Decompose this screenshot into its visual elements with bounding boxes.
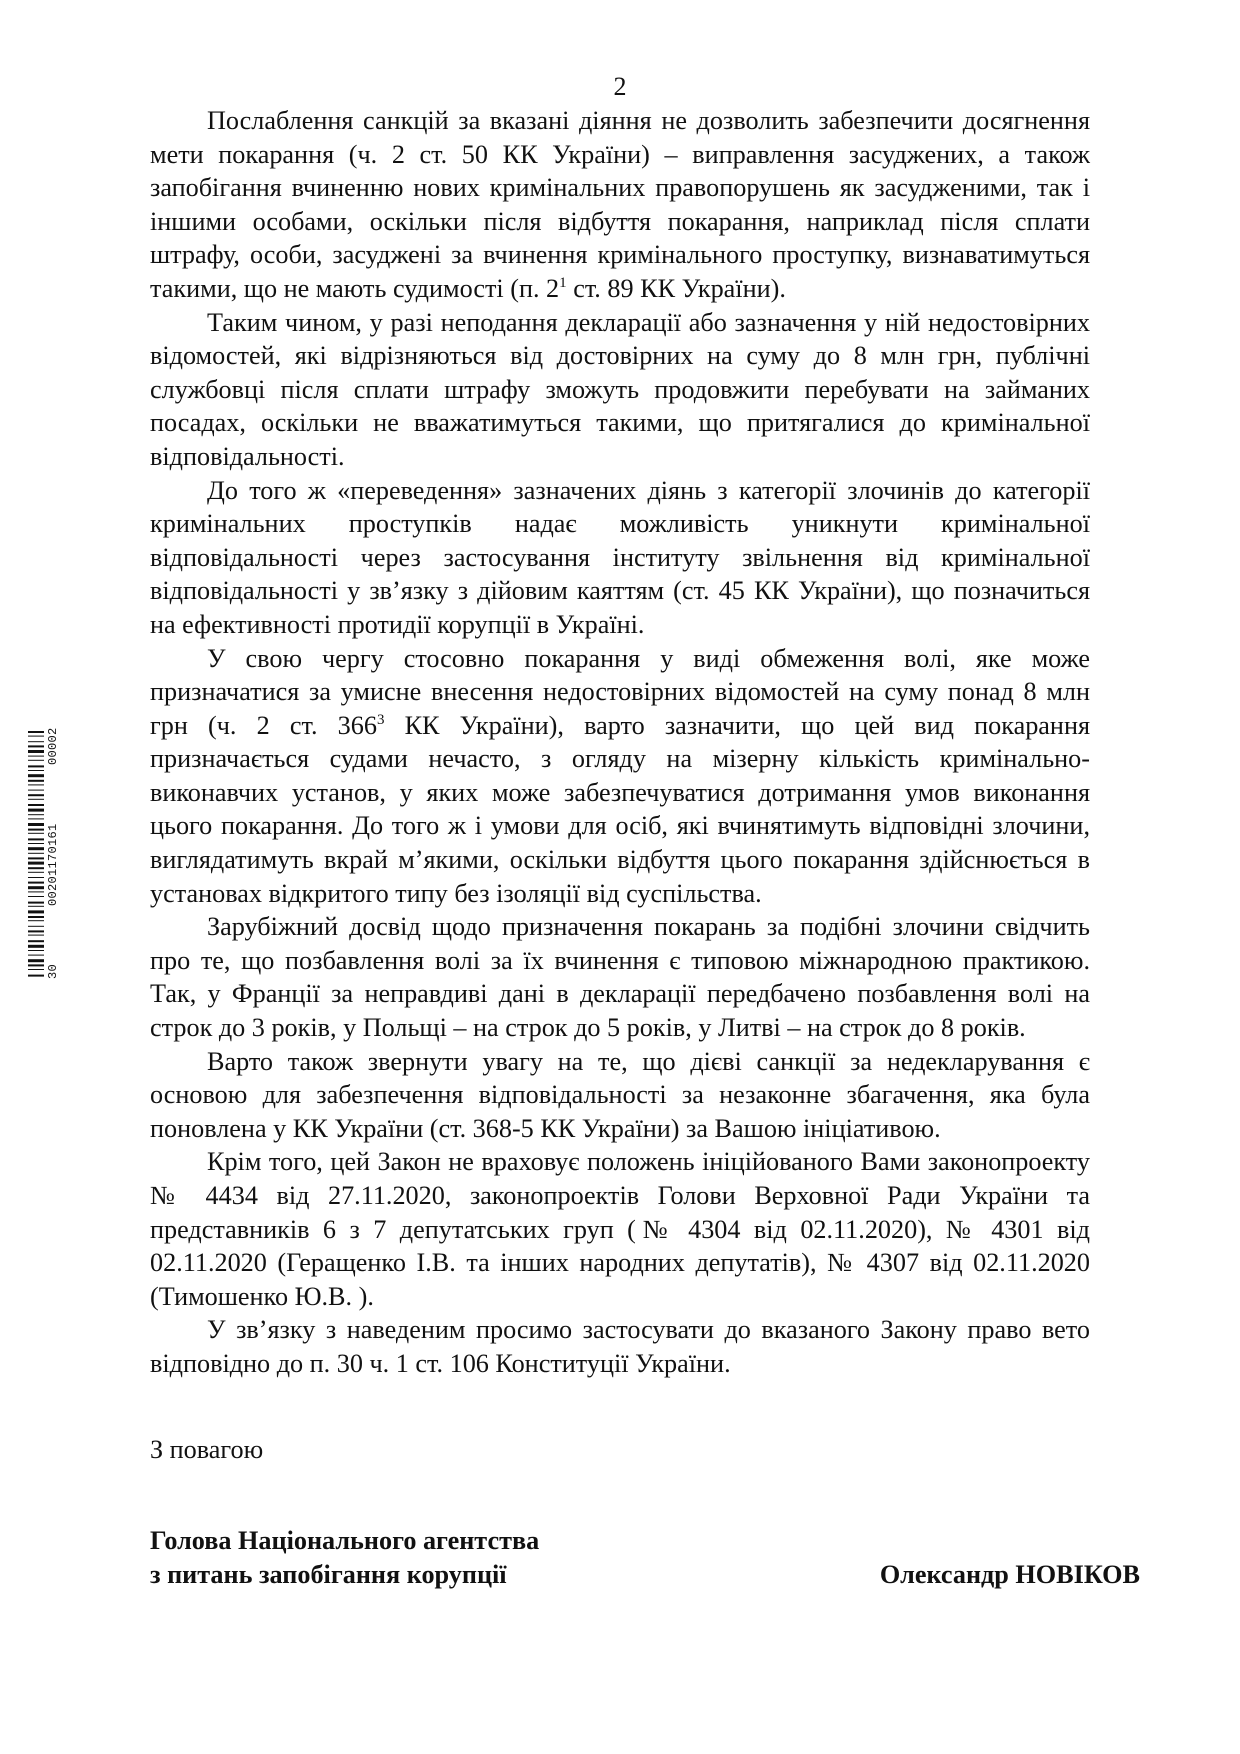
- paragraph-8: У зв’язку з наведеним просимо застосувати до вказаного Закону право вето відповідно до п. 30 ч. 1 ст. 106 Конституції України.: [150, 1315, 1090, 1378]
- paragraph-6: Варто також звернути увагу на те, що дієві санкції за недекларування є основою для забезпечення відповідальності за незаконне збагачення, яка була поновлена у КК України (ст. 368-5 КК України) за Вашою ініціативою.: [150, 1046, 1090, 1143]
- superscript: 1: [559, 274, 567, 291]
- paragraph-7: Крім того, цей Закон не враховує положень ініційованого Вами законопроекту № 4434 від 27.11.2020, законопроектів Голови Верховної Ради України та представників 6 з 7 депутатських груп (№ 4304 від 02.11.2020), № 4301 від 02.11.2020 (Геращенко І.В. та інших народних депутатів), № 4307 від 02.11.2020 (Тимошенко Ю.В. ).: [150, 1147, 1090, 1311]
- paragraph-3: До того ж «переведення» зазначених діянь з категорії злочинів до категорії кримінальних проступків надає можливість уникнути кримінальної відповідальності через застосування інституту звільнення від кримінальної відповідальності у зв’язку з дійовим каяттям (ст. 45 КК України), що позначиться на ефективності протидії корупції в Україні.: [150, 475, 1090, 639]
- paragraph-1: Послаблення санкцій за вказані діяння не дозволить забезпечити досягнення мети покарання (ч. 2 ст. 50 КК України) – виправлення засуджених, а також запобігання вчиненню нових кримінальних правопорушень як засудженими, так і іншими особами, оскільки після відбуття покарання, наприклад після сплати штрафу, особи, засуджені за вчинення кримінального проступку, визнаватимуться такими, що не мають судимості (п. $2^1$ ст. 89 КК України).: [150, 106, 1090, 303]
- letter-body: [150, 104, 1090, 1381]
- signer-position-line2: з питань запобігання корупції: [150, 1560, 507, 1589]
- superscript: 3: [376, 711, 385, 728]
- signature-block: [150, 1524, 1140, 1592]
- closing-phrase: З повагою: [150, 1435, 264, 1464]
- signer-position-line1: Голова Національного агентства: [150, 1526, 540, 1555]
- signer-name: Олександр НОВІКОВ: [879, 1560, 1140, 1589]
- paragraph-5: Зарубіжний досвід щодо призначення покарань за подібні злочини свідчить про те, що позбавлення волі за їх вчинення є типовою міжнародною практикою. Так, у Франції за неправдиві дані в декларації передбачено позбавлення волі на строк до 3 років, у Польщі – на строк до 5 років, у Литві – на строк до 8 років.: [150, 912, 1090, 1043]
- barcode-number: 30 00201170161 00002: [46, 727, 60, 979]
- page-number: 2: [613, 72, 627, 101]
- paragraph-4: У свою чергу стосовно покарання у виді обмеження волі, яке може призначатися за умисне внесення недостовірних відомостей на суму понад 8 млн грн (ч. 2 ст. $366^3$ КК України), варто зазначити, що цей вид покарання призначається судами нечасто, з огляду на мізерну кількість кримінально-виконавчих установ, у яких може забезпечуватися дотримання умов виконання цього покарання. До того ж і умови для осіб, які вчинятимуть відповідні злочини, виглядатимуть вкрай м’якими, оскільки відбуття цього покарання здійснюється в установах відкритого типу без ізоляції від суспільства.: [150, 643, 1090, 908]
- paragraph-2: Таким чином, у разі неподання декларації або зазначення у ній недостовірних відомостей, які відрізняються від достовірних на суму до 8 млн грн, публічні службовці після сплати штрафу зможуть продовжити перебувати на займаних посадах, оскільки не вважатимуться такими, що притягалися до кримінальної відповідальності.: [150, 307, 1090, 471]
